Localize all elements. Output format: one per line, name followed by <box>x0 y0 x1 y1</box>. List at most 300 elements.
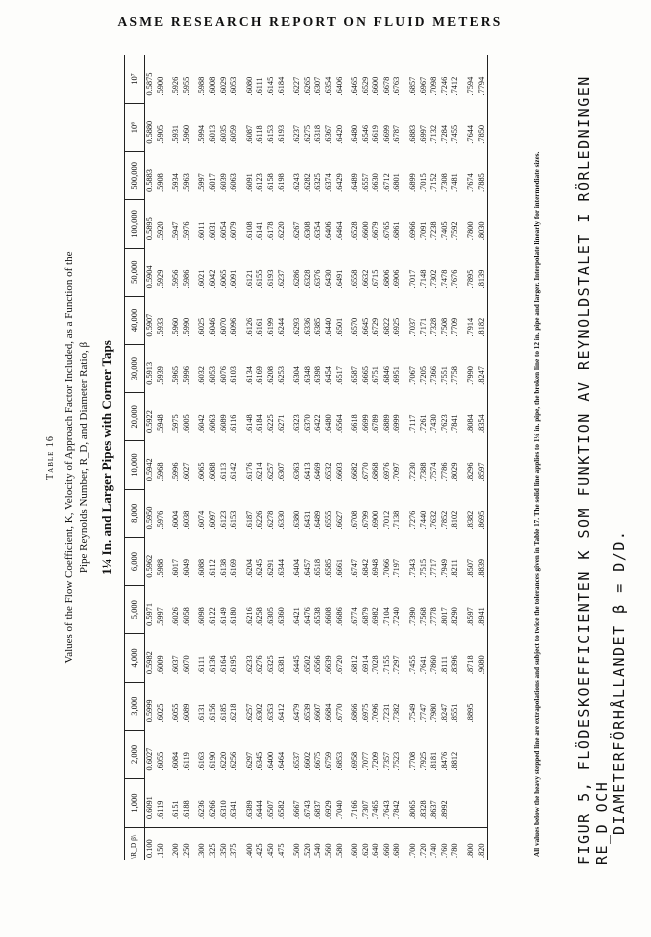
k-value-cell: .7949 <box>439 558 449 578</box>
k-value-cell: .6031 <box>207 221 217 241</box>
k-value-cell: .6430 <box>323 269 333 289</box>
k-value-cell: .6169 <box>229 558 239 578</box>
k-value-cell: .8029 <box>450 462 460 482</box>
k-value-cell: .8839 <box>477 537 488 585</box>
k-value-cell: .8296 <box>466 462 476 482</box>
k-value-cell: .7098 <box>429 76 439 96</box>
k-value-cell: .6142 <box>229 462 239 482</box>
table-row <box>466 55 477 860</box>
k-value-cell: .6318 <box>313 124 323 144</box>
figure-caption-line2: DIAMETERFÖRHÅLLANDET β = D/D. <box>610 529 628 835</box>
k-value-cell <box>450 779 461 828</box>
k-value-cell: .7166 <box>350 800 360 819</box>
k-value-cell: .6639 <box>323 655 333 675</box>
column-header: 10⁷ <box>125 55 145 103</box>
k-value-cell: 0.5913 <box>145 361 154 385</box>
k-value-cell: .6389 <box>244 800 254 819</box>
k-value-cell: .6302 <box>255 703 265 723</box>
k-value-cell: .6789 <box>371 414 381 433</box>
k-value-cell: .6422 <box>313 414 323 433</box>
k-value-cell: .7455 <box>450 124 460 144</box>
k-value-cell: .6354 <box>323 76 333 96</box>
k-value-cell: .6233 <box>244 655 254 675</box>
k-value-cell: .6529 <box>360 76 370 96</box>
table-row <box>197 55 208 860</box>
k-value-cell: .6307 <box>276 462 286 482</box>
k-value-cell: .6059 <box>229 124 239 144</box>
k-value-cell: .6091 <box>229 269 239 289</box>
k-value-cell: .6489 <box>313 510 323 530</box>
k-value-cell: .6585 <box>323 558 333 578</box>
k-value-cell: .7523 <box>392 751 402 771</box>
k-value-cell: .6025 <box>197 317 207 337</box>
k-value-cell: .7412 <box>450 76 460 96</box>
k-value-cell: .6538 <box>313 607 323 626</box>
k-value-cell: .6089 <box>181 703 191 723</box>
k-value-cell: .6889 <box>381 414 391 433</box>
k-value-cell: .6225 <box>265 414 275 433</box>
beta-label: .700 <box>408 828 419 861</box>
k-value-cell: .6429 <box>334 173 344 192</box>
table-row <box>408 55 419 860</box>
table-row <box>324 55 335 860</box>
k-value-cell: .6479 <box>292 703 302 723</box>
k-value-cell: .7091 <box>418 221 428 241</box>
k-value-cell: .6076 <box>218 366 228 385</box>
k-value-cell: .7171 <box>418 317 428 337</box>
k-value-cell: .6491 <box>334 269 344 289</box>
k-value-cell: .6967 <box>418 76 428 96</box>
k-value-cell: .6226 <box>255 510 265 530</box>
k-value-cell: .6413 <box>302 462 312 482</box>
k-value-cell: .6063 <box>207 414 217 433</box>
k-value-cell: .6013 <box>207 124 217 144</box>
k-value-cell: .6412 <box>276 703 286 723</box>
k-value-cell: .7508 <box>439 317 449 337</box>
k-value-cell: .7747 <box>418 703 428 723</box>
table-row <box>303 55 314 860</box>
k-value-cell: .6187 <box>244 510 254 530</box>
k-value-cell: .8102 <box>450 510 460 530</box>
k-value-cell: .6053 <box>229 76 239 96</box>
k-value-cell: .6111 <box>255 77 265 96</box>
k-value-cell: .6103 <box>229 366 239 385</box>
k-value-cell: .6039 <box>218 173 228 192</box>
k-value-cell: .6123 <box>218 510 228 530</box>
k-value-cell: .6866 <box>350 703 360 723</box>
k-value-cell: .6293 <box>292 317 302 337</box>
k-value-cell: .6381 <box>276 655 286 675</box>
k-value-cell: .6607 <box>313 703 323 723</box>
k-value-cell: .6257 <box>244 703 254 723</box>
k-value-cell: .6153 <box>229 510 239 530</box>
k-value-cell: .7037 <box>408 317 418 337</box>
k-value-cell: .6323 <box>292 414 302 433</box>
k-value-cell: .6406 <box>323 221 333 241</box>
k-value-cell: .7297 <box>392 655 402 675</box>
k-value-cell: .7465 <box>371 800 381 819</box>
k-value-cell: .6682 <box>350 462 360 482</box>
k-value-cell: .6948 <box>371 558 381 578</box>
k-value-cell: .6164 <box>218 655 228 675</box>
k-value-cell: .6265 <box>302 76 312 96</box>
k-value-cell: .7209 <box>371 751 381 771</box>
k-value-cell: .6665 <box>360 366 370 385</box>
k-value-cell: .7390 <box>408 607 418 626</box>
k-value-cell: 0.5999 <box>145 699 154 723</box>
k-value-cell: .6161 <box>255 317 265 337</box>
k-value-cell: .7925 <box>418 751 428 771</box>
k-value-cell: .8065 <box>408 800 418 819</box>
k-value-cell <box>477 779 488 828</box>
k-value-cell: .7405 <box>439 221 449 241</box>
k-value-cell: .6380 <box>292 510 302 530</box>
k-value-cell: .6900 <box>371 510 381 530</box>
k-value-cell: .6218 <box>229 703 239 723</box>
k-value-cell: .6084 <box>171 751 181 771</box>
header-row <box>125 55 145 860</box>
k-value-cell: .7860 <box>429 655 439 675</box>
k-value-cell: .7478 <box>439 269 449 289</box>
k-value-cell: .7800 <box>466 221 476 241</box>
k-value-cell: .8211 <box>450 559 460 578</box>
k-value-cell: .6345 <box>255 751 265 771</box>
table-row <box>371 55 382 860</box>
k-value-cell: .7231 <box>381 703 391 723</box>
k-value-cell: 0.5880 <box>145 120 154 144</box>
k-value-cell: .7481 <box>450 173 460 192</box>
k-value-cell: .6148 <box>244 414 254 433</box>
k-value-cell: .6237 <box>276 269 286 289</box>
k-value-cell: .6310 <box>218 800 228 819</box>
beta-label: .820 <box>477 828 488 861</box>
table-row <box>313 55 324 860</box>
k-value-cell: .6457 <box>302 558 312 578</box>
k-value-cell: .6420 <box>334 124 344 144</box>
k-value-cell: .6465 <box>350 76 360 96</box>
k-value-cell: .6846 <box>381 366 391 385</box>
k-value-cell: .5900 <box>155 76 165 96</box>
k-value-cell: .7276 <box>408 510 418 530</box>
table-row <box>450 55 461 860</box>
k-value-cell: .8139 <box>477 248 488 296</box>
k-value-cell: .6199 <box>265 317 275 337</box>
k-value-cell: .7205 <box>418 366 428 385</box>
k-value-cell: .6098 <box>197 607 207 626</box>
k-value-cell: .5968 <box>155 462 165 482</box>
k-value-cell: .6253 <box>276 366 286 385</box>
k-value-cell: .6151 <box>171 800 181 819</box>
k-value-cell: .6747 <box>350 558 360 578</box>
k-value-cell: .7117 <box>408 414 418 433</box>
k-value-cell: .6564 <box>334 414 344 433</box>
footnote: All values below the heavy stepped line are extrapolations and subject to twice the tolerances given in Table 17. The solid line applies to 1¼ in. pipe, the broken line to 12 in. pipe and larger. Interpolate linearly for intermediate sizes. <box>533 151 541 857</box>
beta-label: .250 <box>182 828 193 861</box>
k-value-cell: .6684 <box>323 703 333 723</box>
k-value-cell: .6975 <box>360 703 370 723</box>
k-value-cell: .6715 <box>371 269 381 289</box>
k-value-cell: .6204 <box>244 558 254 578</box>
column-header: 8,000 <box>125 489 145 537</box>
beta-label: .520 <box>303 828 314 861</box>
k-value-cell: .6267 <box>292 221 302 241</box>
k-value-cell: .6602 <box>302 751 312 771</box>
table-subtitle-line2: Pipe Reynolds Number, R_D, and Diameter Ratio, β <box>78 341 90 574</box>
column-header: 50,000 <box>125 248 145 296</box>
k-value-cell: .6119 <box>155 800 165 819</box>
k-value-cell: .7017 <box>408 269 418 289</box>
k-value-cell: .6502 <box>302 655 312 675</box>
k-value-cell: .6868 <box>371 462 381 482</box>
k-value-cell: .6787 <box>392 124 402 144</box>
k-value-cell: .5939 <box>155 366 165 385</box>
k-value-cell: .6080 <box>244 76 254 96</box>
k-value-cell: .6600 <box>371 76 381 96</box>
k-value-cell: .6136 <box>207 655 217 675</box>
k-value-cell: .6325 <box>265 655 275 675</box>
k-value-cell: .6035 <box>218 124 228 144</box>
k-value-cell: .6163 <box>197 751 207 771</box>
k-value-cell: .5988 <box>197 76 207 96</box>
k-value-cell: 0.5907 <box>145 313 154 337</box>
beta-label: .740 <box>429 828 440 861</box>
k-value-cell: .6184 <box>276 76 286 96</box>
k-value-cell: 0.5982 <box>145 651 154 675</box>
k-value-cell: .6770 <box>334 703 344 723</box>
k-value-cell: .8354 <box>477 393 488 441</box>
k-value-cell: .6169 <box>255 366 265 385</box>
k-value-cell: .7623 <box>439 414 449 433</box>
k-value-cell: .7067 <box>408 366 418 385</box>
beta-label: .450 <box>266 828 277 861</box>
k-value-cell: .5956 <box>171 269 181 289</box>
beta-label: .500 <box>292 828 303 861</box>
beta-label: .620 <box>361 828 372 861</box>
k-value-cell: .8247 <box>477 345 488 393</box>
beta-label: 0.100 <box>145 828 156 861</box>
k-value-cell: .6042 <box>197 414 207 433</box>
k-value-cell: .6370 <box>302 414 312 433</box>
k-value-cell: .6011 <box>197 221 207 241</box>
k-value-cell: .5920 <box>155 221 165 241</box>
k-value-cell: .6489 <box>350 173 360 192</box>
k-value-cell: .6976 <box>381 462 391 482</box>
k-value-cell: .7284 <box>439 124 449 144</box>
k-value-cell: 0.5942 <box>145 458 154 482</box>
beta-label: .475 <box>277 828 288 861</box>
k-value-cell: .6070 <box>218 317 228 337</box>
k-value-cell: .7455 <box>408 655 418 675</box>
k-value-cell: .7990 <box>466 366 476 385</box>
k-value-cell: .8941 <box>477 586 488 634</box>
k-value-cell: .6376 <box>313 269 323 289</box>
k-value-cell: .7246 <box>439 76 449 96</box>
k-value-cell: .5905 <box>155 124 165 144</box>
k-value-cell: .6126 <box>244 317 254 337</box>
k-value-cell: .7914 <box>466 317 476 337</box>
k-value-cell: .5960 <box>171 317 181 337</box>
k-value-cell: .6570 <box>350 317 360 337</box>
k-value-cell: .6587 <box>350 366 360 385</box>
k-value-cell: .6558 <box>350 269 360 289</box>
k-value-cell: .6546 <box>360 124 370 144</box>
k-value-cell: .5990 <box>181 317 191 337</box>
k-value-cell: .6325 <box>313 173 323 192</box>
corner-label: \R_D β\ <box>125 828 145 861</box>
k-value-cell: .8597 <box>477 441 488 489</box>
k-value-cell: .7574 <box>429 462 439 482</box>
k-value-cell: .6367 <box>323 124 333 144</box>
k-value-cell: .6765 <box>381 221 391 241</box>
beta-label: .720 <box>419 828 430 861</box>
k-value-cell: .8476 <box>439 751 449 771</box>
k-value-cell: .7132 <box>429 124 439 144</box>
k-value-cell: .6220 <box>218 751 228 771</box>
k-value-cell: .5929 <box>155 269 165 289</box>
k-value-cell: .8247 <box>439 703 449 723</box>
k-value-cell: .6708 <box>350 510 360 530</box>
k-value-cell: .6557 <box>360 173 370 192</box>
k-value-cell: .7885 <box>477 152 488 200</box>
table-row <box>156 55 167 860</box>
k-value-cell: .5986 <box>181 269 191 289</box>
k-value-cell: .6055 <box>155 751 165 771</box>
k-value-cell: .8695 <box>477 489 488 537</box>
k-value-cell: .6184 <box>255 414 265 433</box>
k-value-cell: .5948 <box>155 414 165 433</box>
k-value-cell: .5975 <box>171 414 181 433</box>
k-value-cell: .6214 <box>255 462 265 482</box>
table-row <box>350 55 361 860</box>
k-value-cell: .6029 <box>218 76 228 96</box>
k-value-cell: .6155 <box>255 269 265 289</box>
k-value-cell: .5931 <box>171 124 181 144</box>
k-value-cell: 0.5875 <box>145 72 154 96</box>
k-value-cell: .6440 <box>323 317 333 337</box>
k-value-cell: .7012 <box>381 510 391 530</box>
k-value-cell: .6054 <box>218 221 228 241</box>
table-row <box>429 55 440 860</box>
k-value-cell: .6431 <box>302 510 312 530</box>
k-value-cell: .6566 <box>313 655 323 675</box>
k-value-cell: .6291 <box>265 558 275 578</box>
k-value-cell: .6539 <box>302 703 312 723</box>
k-value-cell: .7015 <box>418 173 428 192</box>
k-value-cell: .6216 <box>244 607 254 626</box>
k-value-cell: .6089 <box>218 414 228 433</box>
k-value-cell: .7708 <box>408 751 418 771</box>
k-value-cell: .6645 <box>360 317 370 337</box>
k-value-cell: .8181 <box>429 751 439 771</box>
beta-label: .540 <box>313 828 324 861</box>
beta-label: .640 <box>371 828 382 861</box>
k-value-cell: .6627 <box>334 510 344 530</box>
k-value-cell: .7758 <box>450 366 460 385</box>
k-value-cell: .7382 <box>392 703 402 723</box>
k-value-cell: .6537 <box>292 751 302 771</box>
k-value-cell: .6091 <box>244 173 254 192</box>
k-value-cell: .6063 <box>229 173 239 192</box>
k-value-cell: .6237 <box>292 124 302 144</box>
k-value-cell: .6406 <box>334 76 344 96</box>
k-value-cell: .6141 <box>255 221 265 241</box>
k-value-cell: .6070 <box>181 655 191 675</box>
k-value-cell: .6712 <box>381 173 391 192</box>
k-value-cell: .6454 <box>323 366 333 385</box>
table-subtitle-line3: 1¼ In. and Larger Pipes with Corner Taps <box>99 340 114 575</box>
k-value-cell: .6982 <box>371 607 381 626</box>
k-value-cell: .5994 <box>197 124 207 144</box>
k-value-cell: .6444 <box>255 800 265 819</box>
k-value-cell: .6464 <box>334 221 344 241</box>
k-value-cell: .6008 <box>207 76 217 96</box>
k-value-cell: .7440 <box>418 510 428 530</box>
k-value-cell: .6053 <box>207 366 217 385</box>
k-value-cell: .8895 <box>466 703 476 723</box>
column-header: 2,000 <box>125 730 145 778</box>
k-value-cell: .6297 <box>244 751 254 771</box>
k-value-cell: .6951 <box>392 366 402 385</box>
k-value-cell: .6608 <box>323 607 333 626</box>
column-header: 100,000 <box>125 200 145 248</box>
k-value-cell: .6119 <box>181 752 191 771</box>
column-header: 1,000 <box>125 779 145 828</box>
k-value-cell: .6675 <box>313 751 323 771</box>
k-value-cell: .6009 <box>155 655 165 675</box>
k-value-cell: .6244 <box>276 317 286 337</box>
table-row <box>245 55 256 860</box>
k-value-cell: .8084 <box>466 414 476 433</box>
k-value-cell: .7778 <box>429 607 439 626</box>
beta-label: .660 <box>382 828 393 861</box>
flow-coefficient-table <box>124 55 488 860</box>
k-value-cell: .7549 <box>408 703 418 723</box>
k-value-cell: .6997 <box>418 124 428 144</box>
k-value-cell: .6243 <box>292 173 302 192</box>
k-value-cell: .7842 <box>392 800 402 819</box>
k-value-cell: .6344 <box>276 558 286 578</box>
k-value-cell: .6220 <box>276 221 286 241</box>
k-value-cell: .6156 <box>207 703 217 723</box>
k-value-cell: 0.5971 <box>145 603 154 626</box>
k-value-cell: .6096 <box>229 317 239 337</box>
k-value-cell: .6123 <box>255 173 265 192</box>
column-header: 5,000 <box>125 586 145 634</box>
k-value-cell: .5996 <box>171 462 181 482</box>
k-value-cell: .7343 <box>408 558 418 578</box>
k-value-cell: 0.6091 <box>145 796 154 819</box>
k-value-cell: .7307 <box>360 800 370 819</box>
table-row <box>419 55 430 860</box>
k-value-cell: .6038 <box>181 510 191 530</box>
beta-label: .325 <box>208 828 219 861</box>
column-header: 30,000 <box>125 345 145 393</box>
k-value-cell: 0.5962 <box>145 554 154 578</box>
k-value-cell: .6116 <box>229 414 239 433</box>
k-value-cell: .6227 <box>292 76 302 96</box>
table-row <box>382 55 393 860</box>
k-value-cell: .6678 <box>381 76 391 96</box>
beta-label: .300 <box>197 828 208 861</box>
column-header: 10,000 <box>125 441 145 489</box>
k-value-cell: .6555 <box>323 510 333 530</box>
k-value-cell: .7388 <box>418 462 428 482</box>
k-value-cell: .7551 <box>439 366 449 385</box>
k-value-cell: .7240 <box>392 607 402 626</box>
k-value-cell: .6374 <box>323 173 333 192</box>
k-value-cell: .6275 <box>302 124 312 144</box>
table-row <box>255 55 266 860</box>
